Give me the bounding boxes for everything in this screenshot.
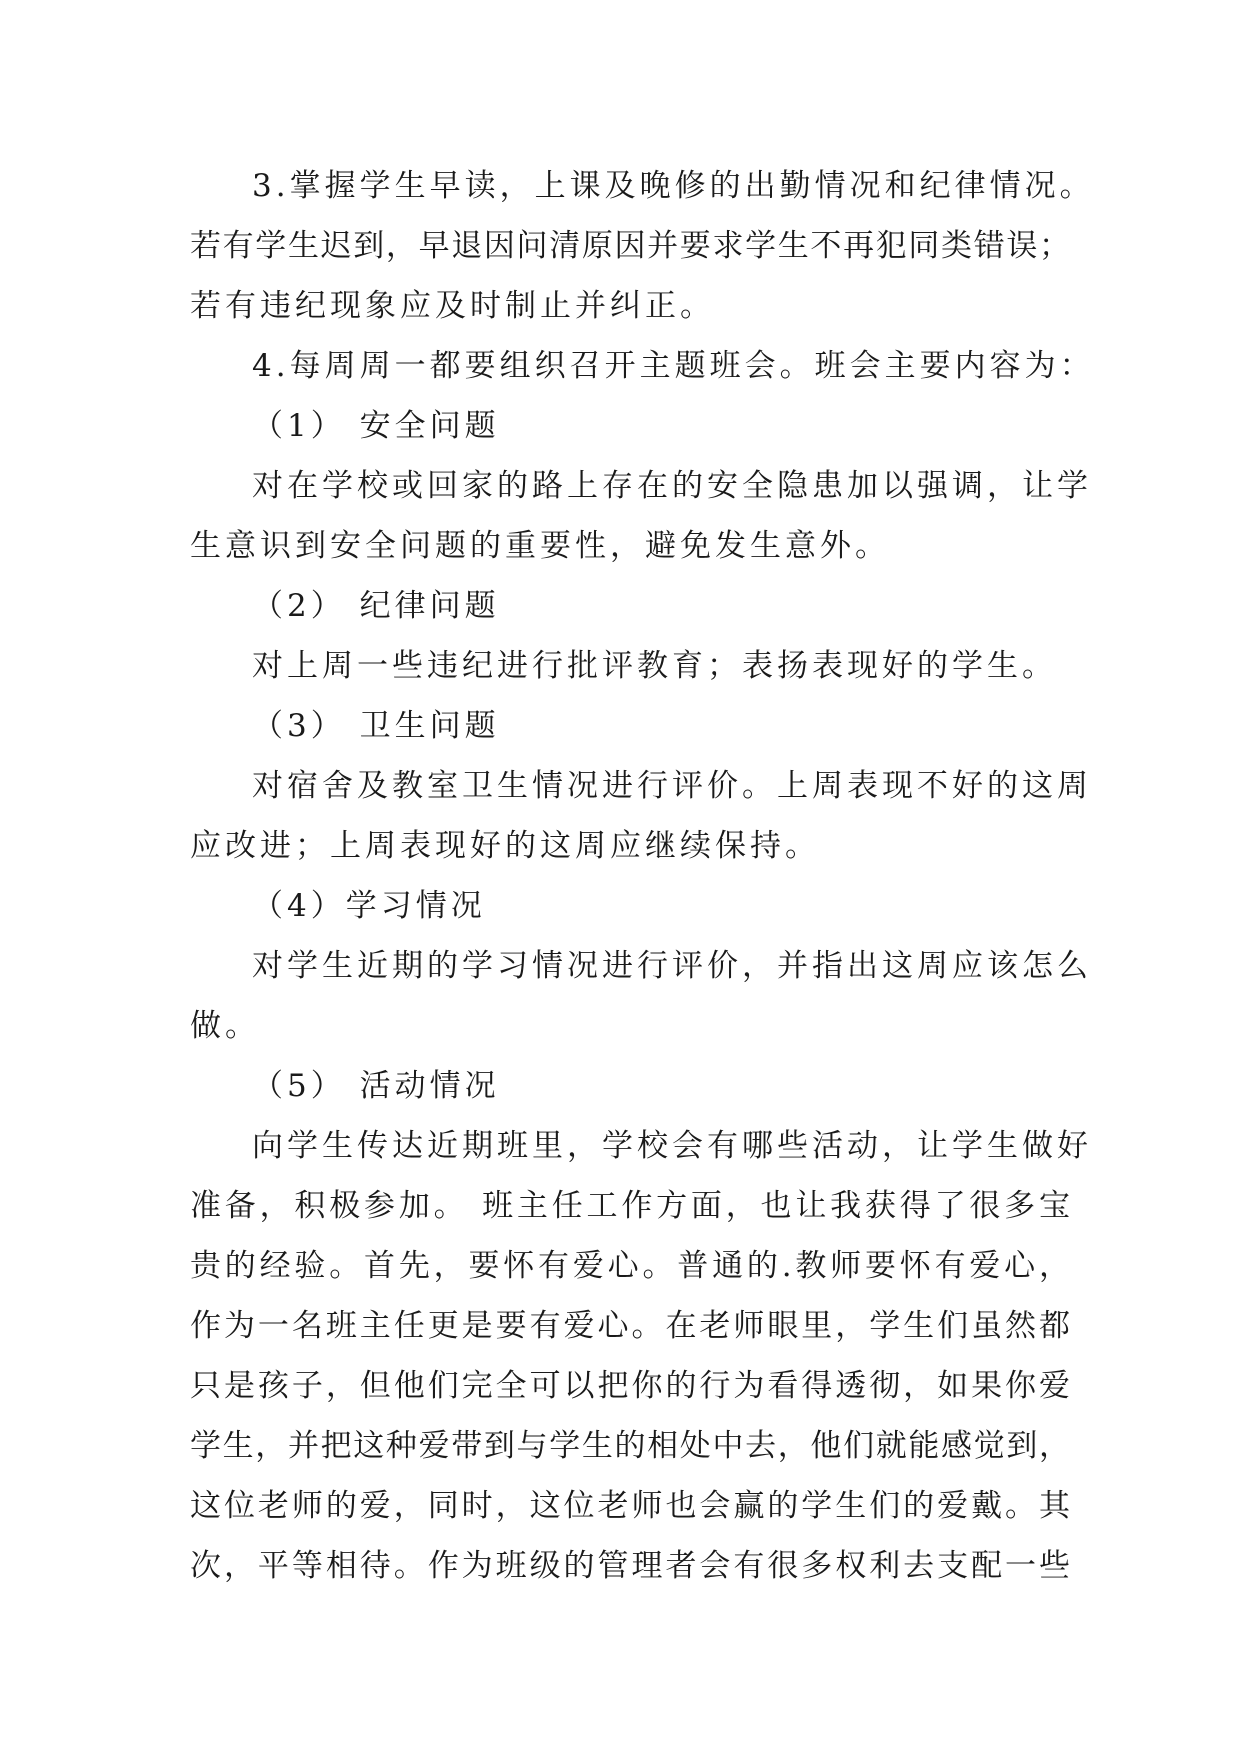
paragraph-line: 对在学校或回家的路上存在的安全隐患加以强调，让学	[252, 468, 1092, 504]
paragraph-line: 这位老师的爱，同时，这位老师也会赢的学生们的爱戴。其	[190, 1488, 1070, 1524]
paragraph-line: 学生，并把这种爱带到与学生的相处中去，他们就能感觉到，	[190, 1428, 1070, 1464]
paragraph-line: 生意识到安全问题的重要性，避免发生意外。	[190, 528, 890, 564]
section-heading: （1） 安全问题	[252, 408, 500, 444]
document-body	[190, 156, 1095, 1596]
section-heading: （3） 卫生问题	[252, 708, 500, 744]
paragraph-line: 向学生传达近期班里，学校会有哪些活动，让学生做好	[252, 1128, 1092, 1164]
paragraph-line: 作为一名班主任更是要有爱心。在老师眼里，学生们虽然都	[190, 1308, 1070, 1344]
section-heading: （4）学习情况	[252, 888, 486, 924]
paragraph-line: 做。	[190, 1008, 260, 1044]
paragraph-line: 次，平等相待。作为班级的管理者会有很多权利去支配一些	[190, 1548, 1070, 1584]
paragraph-line: 对宿舍及教室卫生情况进行评价。上周表现不好的这周	[252, 768, 1092, 804]
paragraph-line: 3.掌握学生早读，上课及晚修的出勤情况和纪律情况。	[252, 168, 1095, 204]
paragraph-line: 若有学生迟到，早退因问清原因并要求学生不再犯同类错误；	[190, 228, 1070, 264]
paragraph-line: 贵的经验。首先，要怀有爱心。普通的.教师要怀有爱心，	[190, 1248, 1070, 1284]
paragraph-line: 对学生近期的学习情况进行评价，并指出这周应该怎么	[252, 948, 1092, 984]
section-heading: （5） 活动情况	[252, 1068, 500, 1104]
paragraph-line: 若有违纪现象应及时制止并纠正。	[190, 288, 715, 324]
paragraph-line: 对上周一些违纪进行批评教育；表扬表现好的学生。	[252, 648, 1057, 684]
paragraph-line: 应改进；上周表现好的这周应继续保持。	[190, 828, 820, 864]
paragraph-line: 只是孩子，但他们完全可以把你的行为看得透彻，如果你爱	[190, 1368, 1070, 1404]
paragraph-line: 4.每周周一都要组织召开主题班会。班会主要内容为：	[252, 348, 1095, 384]
paragraph-line: 准备，积极参加。 班主任工作方面，也让我获得了很多宝	[190, 1188, 1070, 1224]
section-heading: （2） 纪律问题	[252, 588, 500, 624]
